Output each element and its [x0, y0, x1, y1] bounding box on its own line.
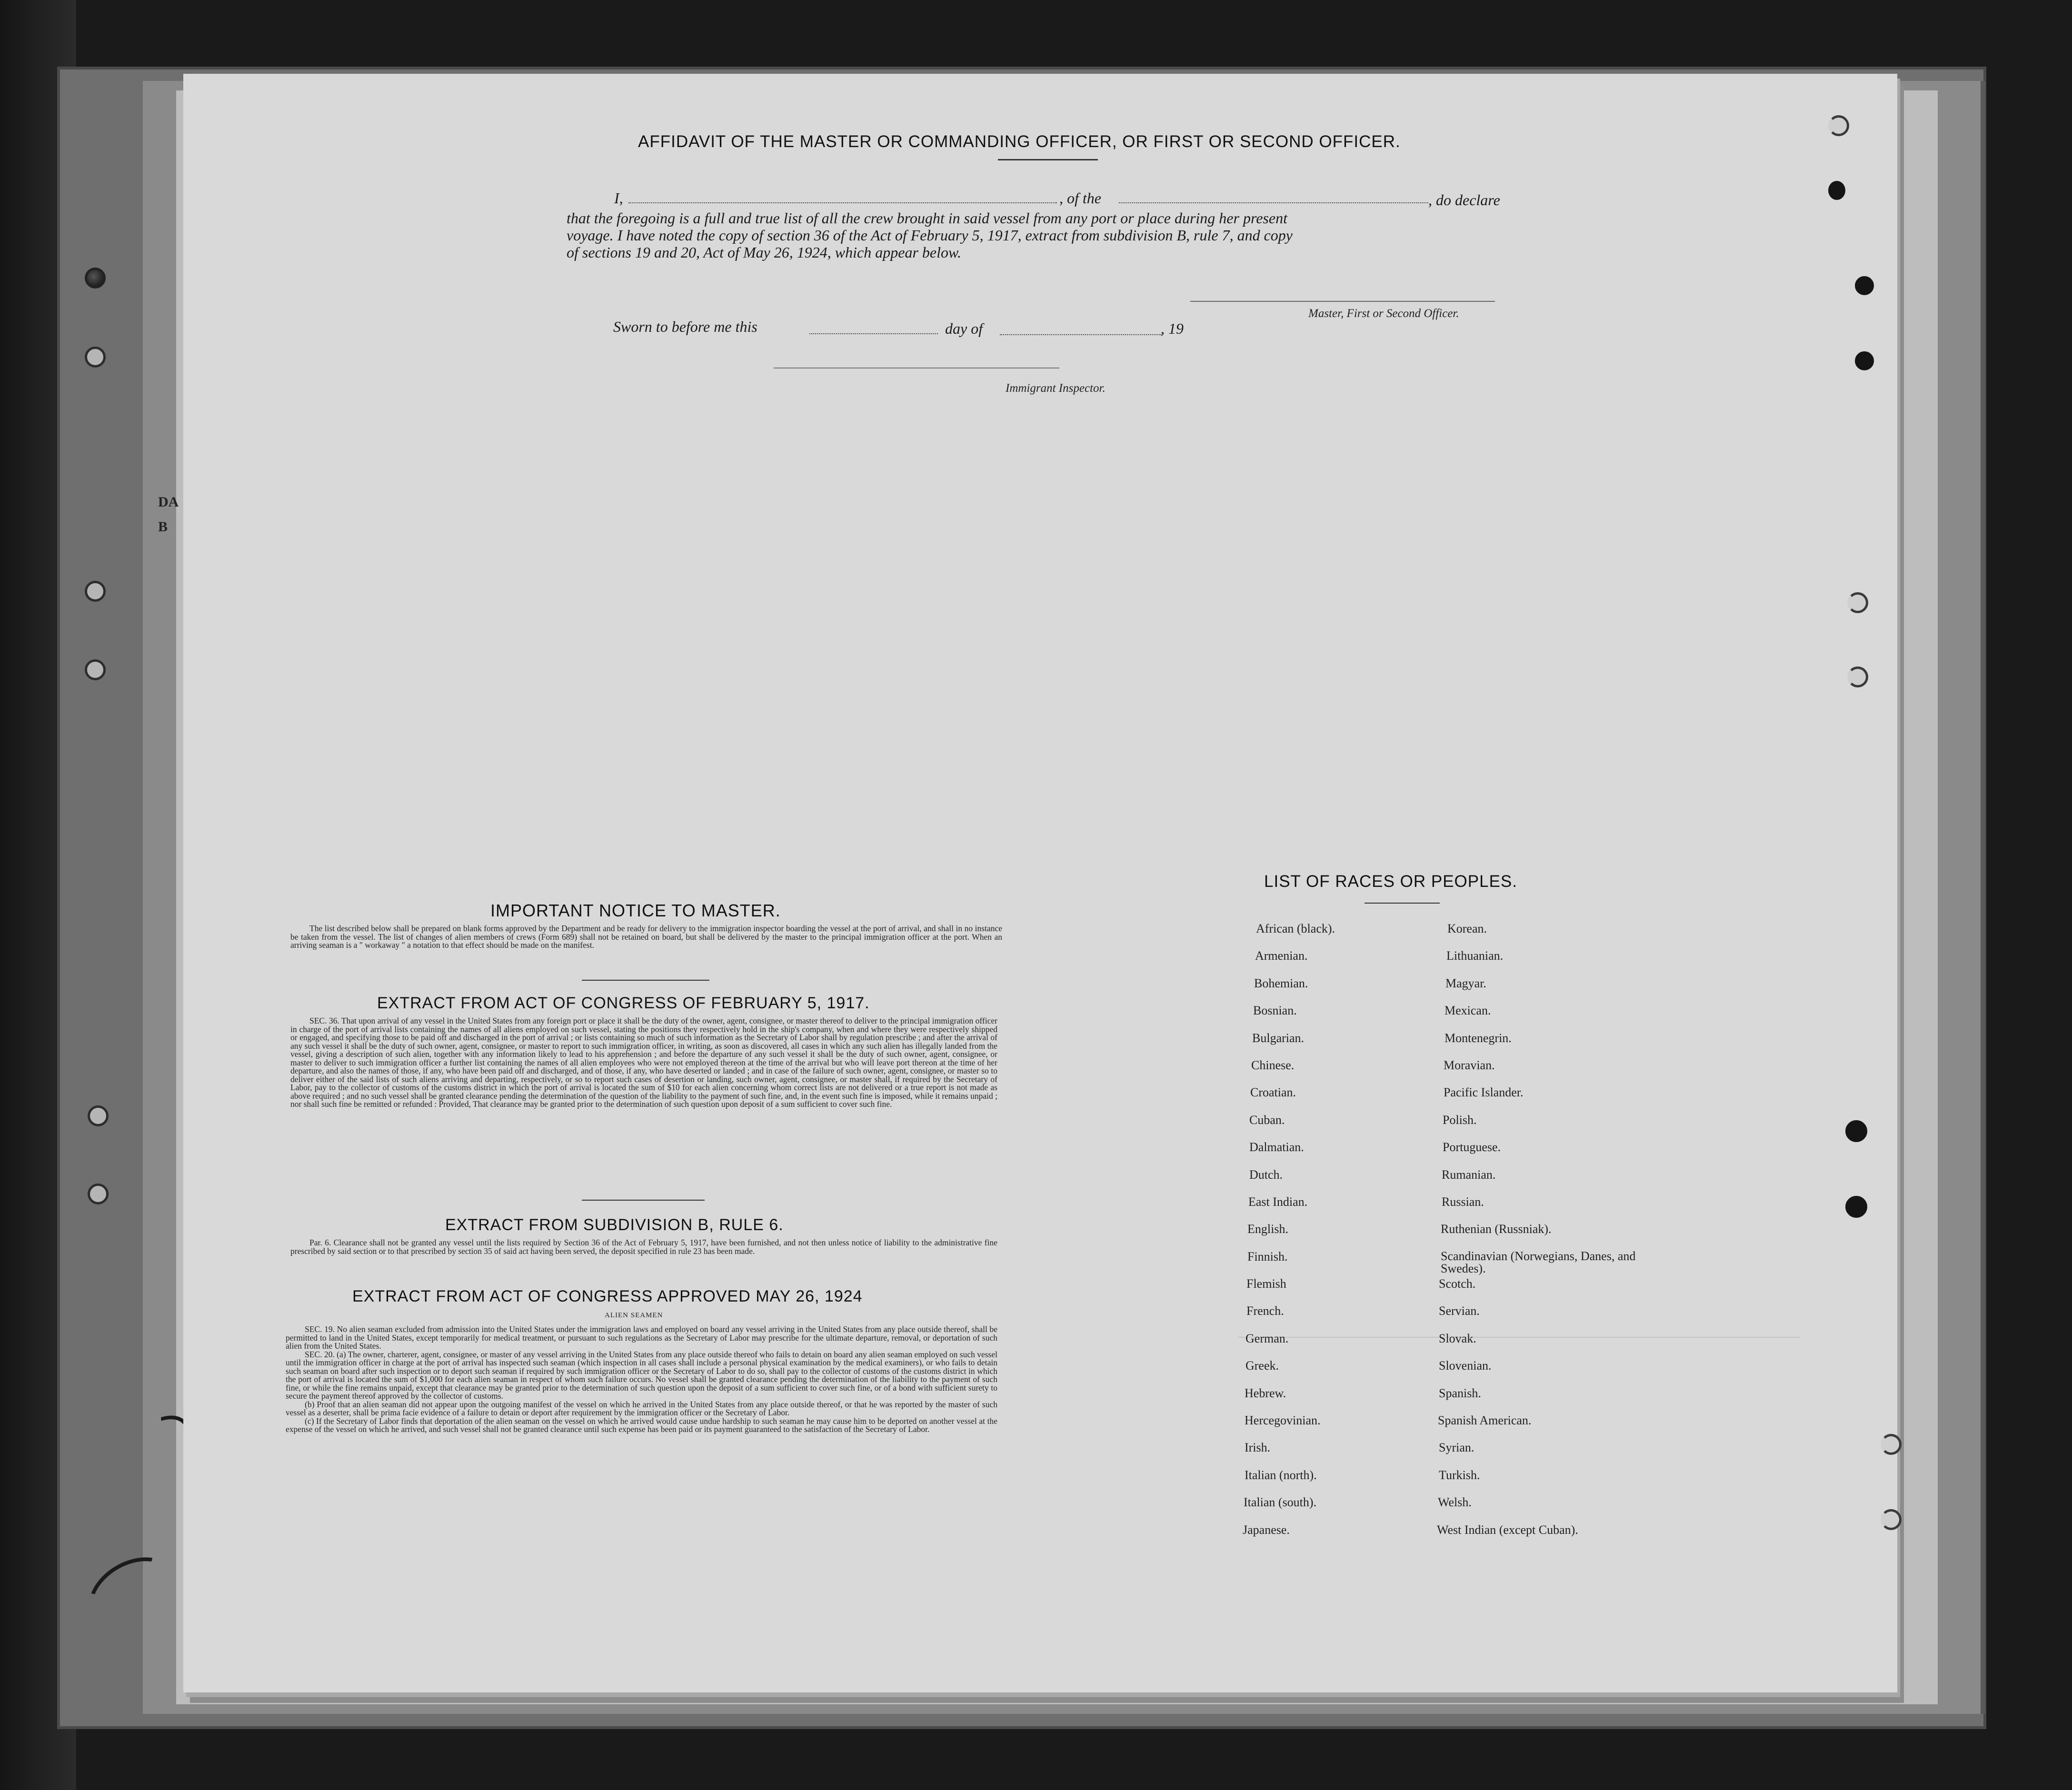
- race-item: Moravian.: [1444, 1058, 1495, 1072]
- declare-label: , do declare: [1428, 191, 1500, 209]
- race-item: Rumanian.: [1442, 1167, 1496, 1182]
- master-signature-field[interactable]: [1190, 301, 1495, 302]
- race-item: Dutch.: [1249, 1167, 1283, 1182]
- race-item: Hercegovinian.: [1245, 1413, 1321, 1428]
- race-item: Italian (north).: [1245, 1468, 1317, 1482]
- race-item: Slovenian.: [1439, 1359, 1492, 1373]
- race-item: Russian.: [1442, 1194, 1484, 1209]
- binder-hole: [85, 581, 106, 602]
- vessel-label: , of the: [1059, 189, 1101, 207]
- extract-1917-title: EXTRACT FROM ACT OF CONGRESS OF FEBRUARY 5, 1917.: [377, 994, 870, 1012]
- sec19-paragraph: SEC. 19. No alien seaman excluded from admission into the United States under the immigration laws and employed on board any vessel arriving in the United States from any place outside thereof, shall be permitted to land in the United States, except temporarily for medical treatment, or pursuant to such regulations as the Secretary of Labor may prescribe for the ultimate departure, removal, or deportation of such alien from the United States.: [286, 1325, 997, 1351]
- binder-hole: [88, 1105, 109, 1126]
- binder-hole: [1855, 351, 1874, 370]
- race-item: Japanese.: [1243, 1522, 1290, 1537]
- race-item: Welsh.: [1438, 1495, 1472, 1510]
- race-item: French.: [1246, 1304, 1284, 1318]
- race-item: West Indian (except Cuban).: [1437, 1522, 1578, 1537]
- declaration-line: of sections 19 and 20, Act of May 26, 1924, which appear below.: [567, 244, 961, 261]
- inspector-caption: Immigrant Inspector.: [1006, 382, 1106, 395]
- declaration-line: that the foregoing is a full and true list of all the crew brought in said vessel from any port or place during her present: [567, 209, 1287, 227]
- race-item: Cuban.: [1249, 1113, 1285, 1127]
- race-item: Magyar.: [1445, 976, 1486, 990]
- affidavit-title: AFFIDAVIT OF THE MASTER OR COMMANDING OFFICER, OR FIRST OR SECOND OFFICER.: [638, 132, 1401, 151]
- races-title: LIST OF RACES OR PEOPLES.: [1264, 872, 1518, 891]
- notice-text: [290, 925, 1002, 965]
- race-item: Montenegrin.: [1444, 1031, 1512, 1045]
- binder-hole: [85, 347, 106, 368]
- race-item: Mexican.: [1444, 1004, 1491, 1018]
- race-item: Spanish.: [1439, 1386, 1481, 1400]
- binder-hole: [1881, 1434, 1902, 1455]
- races-left-column: [1243, 922, 1335, 1551]
- binder-mark: DA: [158, 494, 179, 510]
- sworn-month-field[interactable]: [1000, 334, 1162, 335]
- race-item: Portuguese.: [1443, 1140, 1501, 1154]
- extract-rule6-title: EXTRACT FROM SUBDIVISION B, RULE 6.: [445, 1216, 784, 1234]
- race-item: Syrian.: [1439, 1441, 1474, 1455]
- vessel-name-field[interactable]: [1119, 202, 1428, 203]
- declarant-name-field[interactable]: [628, 202, 1057, 203]
- extract-1917-paragraph: SEC. 36. That upon arrival of any vessel in the United States from any foreign port or place it shall be the duty of the owner, agent, consignee, or master thereof to deliver to the principal immigration officer in charge of the port of arrival lists containing the names of all aliens employed on such vessel, stating the positions they respectively hold in the ship's company, when and where they were respectively shipped or engaged, and specifying those to be paid off and discharged in the port of arrival ; or lists containing so much of such information as the Secretary of Labor shall by regulation prescribe ; and after the arrival of any such vessel it shall be the duty of such owner, agent, consignee, or master to report to such immigration officer, in writing, as soon as discovered, all cases in which any such alien has illegally landed from the vessel, giving a description of such alien, together with any information likely to lead to his apprehension ; and before the departure of any such vessel it shall be the duty of such owner, agent, consignee, or master to deliver to such immigration officer a further list containing the names of all alien employees who were not employed thereon at the time of the arrival but who will leave port thereon at the time of her departure, and also the names of those, if any, who have been paid off and discharged, and of those, if any, who have deserted or landed ; and in case of the failure of such owner, agent, consignee, or master so to deliver either of the said lists of such aliens arriving and departing, respectively, or so to report such cases of desertion or landing, such owner, agent, consignee, or master shall, if required by the Secretary of Labor, pay to the collector of customs of the customs district in which the port of arrival is located the sum of $10 for each alien concerning whom correct lists are not delivered or a true report is not made as above required ; and no such vessel shall be granted clearance pending the determination of the question of the liability to the payment of such fine, and, in the event such fine is imposed, while it remains unpaid ; nor shall such fine be remitted or refunded : Provided, That clearance may be granted prior to the determination of such question upon deposit of a sum sufficient to cover such fine.: [290, 1017, 997, 1109]
- race-item: Lithuanian.: [1446, 949, 1504, 963]
- race-item: Scotch.: [1439, 1277, 1476, 1291]
- race-item: Chinese.: [1251, 1058, 1295, 1072]
- extract-rule6-text: [290, 1239, 997, 1265]
- race-item: Italian (south).: [1244, 1495, 1317, 1510]
- race-item: Turkish.: [1439, 1468, 1480, 1482]
- day-of-label: day of: [945, 320, 983, 337]
- binder-hole: [1881, 1509, 1902, 1530]
- race-item: Hebrew.: [1245, 1386, 1286, 1400]
- race-item: English.: [1247, 1222, 1288, 1236]
- extract-rule6-paragraph: Par. 6. Clearance shall not be granted any vessel until the lists required by Section 36 of the Act of February 5, 1917, have been furnished, and not then unless notice of liability to the administrative fine prescribed by said section or to that prescribed by section 35 of said act having been served, the deposit specified in rule 23 has been made.: [290, 1239, 997, 1256]
- binder-hole: [85, 268, 106, 288]
- alien-seamen-caption: ALIEN SEAMEN: [605, 1312, 663, 1319]
- title-underline: [998, 159, 1098, 160]
- section-divider: [582, 980, 709, 981]
- notice-title: IMPORTANT NOTICE TO MASTER.: [490, 901, 781, 920]
- binder-hole: [1828, 181, 1845, 200]
- race-item: Armenian.: [1255, 949, 1308, 963]
- binder-hole: [1847, 666, 1868, 687]
- declaration-text: [567, 209, 1519, 261]
- binder-hole: [1828, 115, 1849, 136]
- binder-hole: [85, 659, 106, 680]
- race-item: Irish.: [1245, 1441, 1271, 1455]
- declarant-label: I,: [614, 189, 623, 207]
- binder-mark: B: [158, 519, 168, 535]
- extract-1924-title: EXTRACT FROM ACT OF CONGRESS APPROVED MAY 26, 1924: [352, 1287, 863, 1305]
- race-item: Servian.: [1439, 1304, 1480, 1318]
- sworn-label: Sworn to before me this: [613, 318, 757, 335]
- sworn-day-field[interactable]: [809, 333, 938, 334]
- declaration-line: voyage. I have noted the copy of section 36 of the Act of February 5, 1917, extract from subdivision B, rule 7, and copy: [567, 227, 1293, 244]
- binder-hole: [1845, 1120, 1867, 1142]
- notice-paragraph: The list described below shall be prepared on blank forms approved by the Department and be ready for delivery to the immigration inspector boarding the vessel at the port of arrival, and shall in no instance be taken from the vessel. The list of changes of alien members of crews (Form 689) shall not be retained on board, but shall be delivered by the master to the principal immigration officer at the port. When an arriving seaman is a " workaway " a notation to that effect should be made on the manifest.: [290, 925, 1002, 950]
- race-item: Bosnian.: [1253, 1004, 1297, 1018]
- race-item: German.: [1245, 1331, 1289, 1345]
- race-item: Flemish: [1246, 1277, 1286, 1291]
- race-item: Ruthenian (Russniak).: [1441, 1222, 1552, 1236]
- binder-hole: [88, 1183, 109, 1204]
- sec20a-paragraph: SEC. 20. (a) The owner, charterer, agent, consignee, or master of any vessel arriving in the United States from any place outside thereof who fails to detain on board any alien seaman employed on such vessel until the immigration officer in charge at the port of arrival has inspected such seaman (which inspection in all cases shall include a personal physical examination by the medical examiners), or who fails to detain such seaman on board after such inspection or to deport such seaman if required by such immigration officer or the Secretary of Labor to do so, shall pay to the collector of customs of the customs district in which the port of arrival is located the sum of $1,000 for each alien seaman in respect of whom such failure occurs. No vessel shall be granted clearance pending the determination of the liability to the payment of such fine, or while the fine remains unpaid, except that clearance may be granted prior to the determination of such question upon the deposit of a sum sufficient to cover such fine, or of a bond with sufficient surety to secure the payment thereof approved by the collector of customs.: [286, 1349, 997, 1401]
- races-right-column: [1436, 922, 1641, 1551]
- binder-hole: [1847, 592, 1868, 613]
- race-item: East Indian.: [1248, 1194, 1308, 1209]
- year-label: , 19: [1161, 320, 1184, 337]
- race-item: Greek.: [1245, 1359, 1279, 1373]
- sec20b-paragraph: (b) Proof that an alien seaman did not appear upon the outgoing manifest of the vessel on which he arrived in the United States from any place outside thereof, or that he was reported by the master of such vessel as a deserter, shall be prima facie evidence of a failure to detain or deport after requirement by the immigration officer or the Secretary of Labor.: [286, 1399, 997, 1417]
- race-item: Spanish American.: [1438, 1413, 1532, 1428]
- race-item: Scandinavian (Norwegians, Danes, and Swedes).: [1441, 1249, 1636, 1275]
- extract-1924-text: [286, 1325, 997, 1517]
- binder-hole: [1855, 276, 1874, 295]
- race-item: Croatian.: [1250, 1085, 1296, 1100]
- race-item: Polish.: [1443, 1113, 1477, 1127]
- section-divider: [582, 1200, 705, 1201]
- race-item: African (black).: [1256, 922, 1335, 935]
- races-title-underline: [1365, 903, 1440, 904]
- race-item: Dalmatian.: [1249, 1140, 1304, 1154]
- race-item: Slovak.: [1439, 1331, 1476, 1345]
- extract-1917-text: [290, 1017, 997, 1188]
- race-item: Bulgarian.: [1252, 1031, 1305, 1045]
- sec20c-paragraph: (c) If the Secretary of Labor finds that deportation of the alien seaman on the vessel on which he arrived would cause undue hardship to such seaman he may cause him to be deported on another vessel at the expense of the vessel on which he arrived, and such vessel shall not be granted clearance until such expense has been paid or its payment guaranteed to the satisfaction of the Secretary of Labor.: [286, 1416, 997, 1434]
- race-item: Finnish.: [1247, 1249, 1288, 1263]
- race-item: Pacific Islander.: [1444, 1085, 1524, 1100]
- master-signature-caption: Master, First or Second Officer.: [1308, 307, 1459, 320]
- race-item: Korean.: [1447, 922, 1487, 935]
- race-item: Bohemian.: [1254, 976, 1308, 990]
- binder-hole: [1845, 1196, 1867, 1218]
